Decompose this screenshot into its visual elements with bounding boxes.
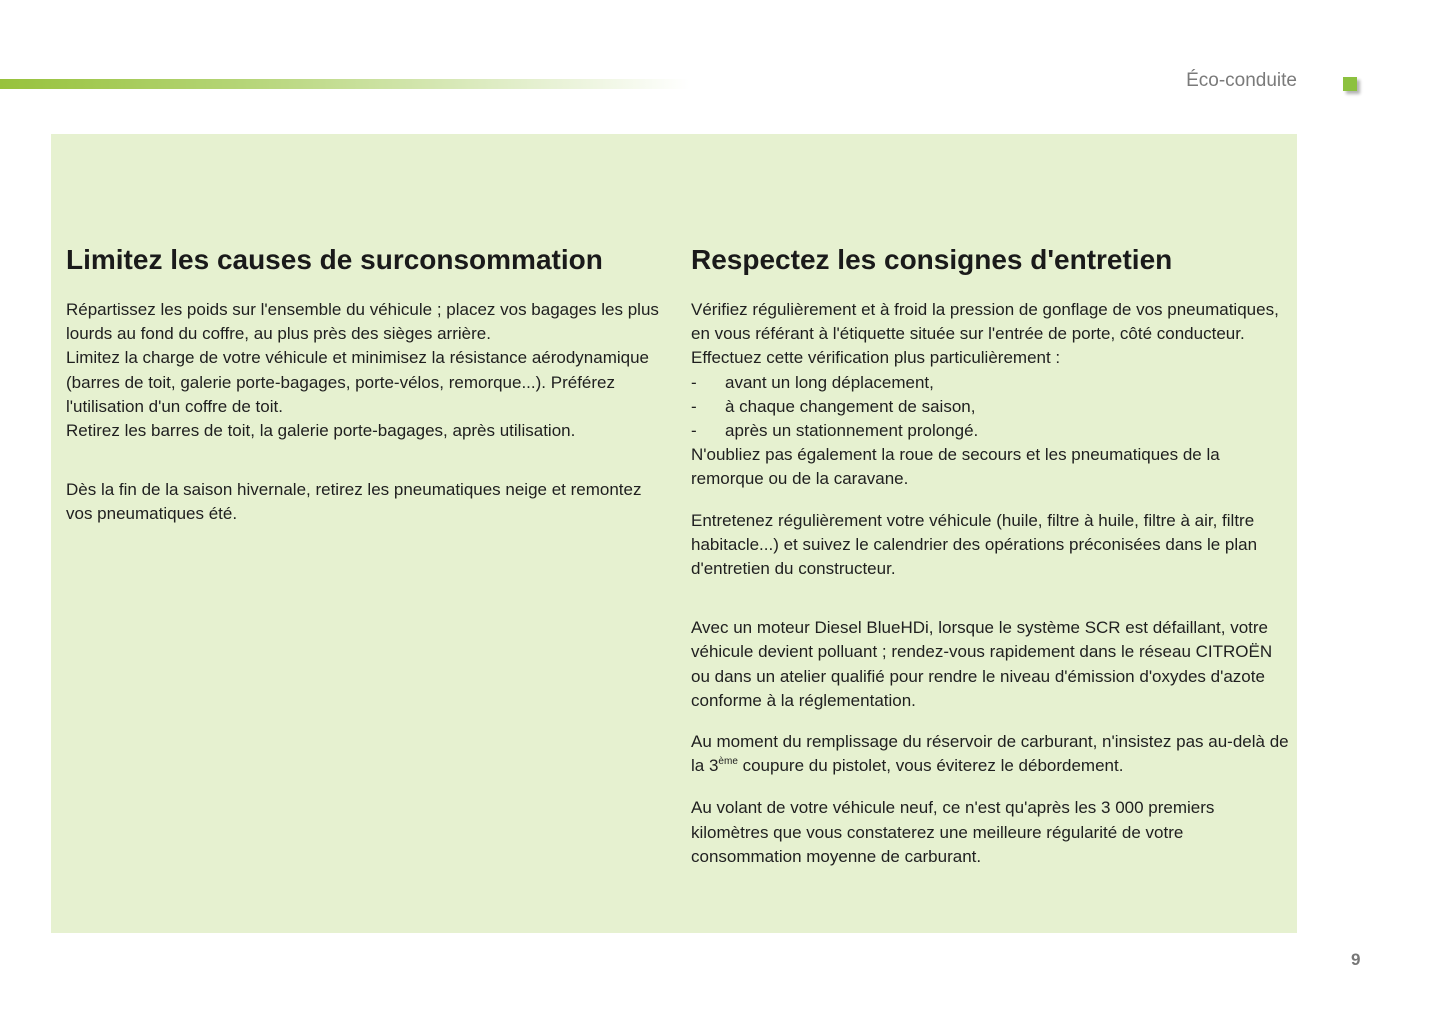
fuel-text-start: Au moment du remplissage du réservoir de carburant, n'insistez pas au-delà de la 3 [691,732,1289,776]
left-paragraph: Dès la fin de la saison hivernale, retirez les pneumatiques neige et remontez vos pneumatiques été. [66,480,642,524]
left-paragraph: Retirez les barres de toit, la galerie porte-bagages, après utilisation. [66,421,576,441]
section-title: Éco-conduite [1186,70,1297,91]
right-paragraph-fuel [691,730,1291,778]
list-item [691,395,1291,419]
ordinal-superscript: ème [718,756,738,768]
list-item [691,419,1291,443]
left-paragraph: Répartissez les poids sur l'ensemble du véhicule ; placez vos bagages les plus lourds au fond du coffre, au plus près des sièges arrière. [66,300,659,344]
right-paragraph: Avec un moteur Diesel BlueHDi, lorsque le système SCR est défaillant, votre véhicule devient polluant ; rendez-vous rapidement dans le réseau CITROËN ou dans un atelier qualifié pour rendre le niveau d'émission d'oxydes d'azote conforme à la réglementation. [691,618,1273,710]
header-accent-bar [0,79,690,89]
section-marker-square [1343,77,1357,91]
list-dash: - [691,372,697,392]
left-heading: Limitez les causes de surconsommation [66,244,603,275]
list-item-text: avant un long déplacement, [725,372,934,392]
list-dash: - [691,396,697,416]
right-paragraph: Effectuez cette vérification plus particulièrement : [691,348,1061,368]
right-column [691,243,1291,869]
list-item [691,371,1291,395]
list-dash: - [691,421,697,441]
fuel-text-end: coupure du pistolet, vous éviterez le débordement. [737,756,1124,776]
right-paragraph: N'oubliez pas également la roue de secours et les pneumatiques de la remorque ou de la caravane. [691,445,1220,489]
left-column [66,243,666,527]
content-panel [51,134,1297,933]
left-paragraph: Limitez la charge de votre véhicule et minimisez la résistance aérodynamique (barres de toit, galerie porte-bagages, porte-vélos, remorque...). Préférez l'utilisation d'un coffre de toit. [66,348,650,416]
right-heading: Respectez les consignes d'entretien [691,244,1173,275]
checklist [691,371,1291,444]
right-paragraph: Au volant de votre véhicule neuf, ce n'est qu'après les 3 000 premiers kilomètres que vous constaterez une meilleure régularité de votre consommation moyenne de carburant. [691,798,1215,866]
right-paragraph: Vérifiez régulièrement et à froid la pression de gonflage de vos pneumatiques, en vous référant à l'étiquette située sur l'entrée de porte, côté conducteur. [691,300,1279,344]
page-number: 9 [1351,950,1361,969]
list-item-text: à chaque changement de saison, [725,396,976,416]
list-item-text: après un stationnement prolongé. [725,421,979,441]
right-paragraph: Entretenez régulièrement votre véhicule (huile, filtre à huile, filtre à air, filtre habitacle...) et suivez le calendrier des opérations préconisées dans le plan d'entretien du constructeur. [691,510,1258,579]
